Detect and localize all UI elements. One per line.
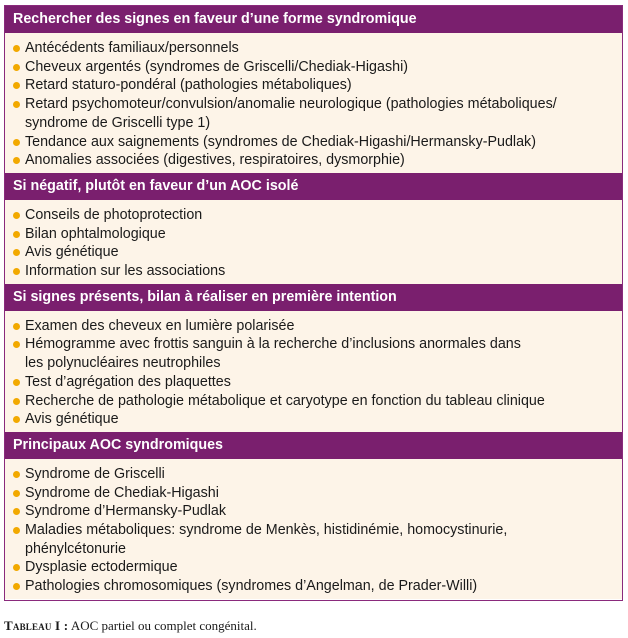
list-item-text: Examen des cheveux en lumière polarisée — [25, 317, 295, 334]
section-body — [5, 459, 622, 599]
list-item-text: Retard psychomoteur/convulsion/anomalie neurologique (pathologies métaboliques/ — [25, 96, 557, 113]
list-item-text: Bilan ophtalmologique — [25, 225, 166, 242]
section-negative — [5, 173, 622, 284]
list-item-text: Hémogramme avec frottis sanguin à la recherche d’inclusions anormales dans — [25, 336, 521, 353]
section-header: Si signes présents, bilan à réaliser en première intention — [5, 284, 622, 311]
list-item — [5, 133, 622, 152]
list-item — [5, 335, 622, 372]
bullet-icon — [13, 398, 20, 405]
list-item — [5, 225, 622, 244]
list-item — [5, 410, 622, 429]
list-item — [5, 521, 622, 558]
section-body — [5, 33, 622, 173]
section-workup — [5, 284, 622, 432]
bullet-icon — [13, 508, 20, 515]
list-item-text: Pathologies chromosomiques (syndromes d’Angelman, de Prader-Willi) — [25, 578, 478, 595]
bullet-icon — [13, 268, 20, 275]
bullet-icon — [13, 341, 20, 348]
list-item-text-continued: syndrome de Griscelli type 1) — [25, 114, 211, 131]
list-item — [5, 484, 622, 503]
list-item-text: Conseils de photoprotection — [25, 206, 203, 223]
bullet-icon — [13, 45, 20, 52]
bullet-icon — [13, 323, 20, 330]
list-item — [5, 262, 622, 281]
list-item-text: Retard staturo-pondéral (pathologies métaboliques) — [25, 77, 352, 94]
bullet-icon — [13, 231, 20, 238]
list-item-text: Syndrome de Chediak-Higashi — [25, 484, 219, 501]
section-body — [5, 200, 622, 284]
bullet-icon — [13, 583, 20, 590]
list-item-text: Maladies métaboliques: syndrome de Menkès, histidinémie, homocystinurie, — [25, 522, 508, 539]
section-syndromes — [5, 432, 622, 599]
list-item-text: Antécédents familiaux/personnels — [25, 40, 239, 56]
list-item — [5, 373, 622, 392]
section-header: Principaux AOC syndromiques — [5, 432, 622, 459]
list-item — [5, 558, 622, 577]
list-item-text: Syndrome de Griscelli — [25, 465, 165, 482]
bullet-icon — [13, 64, 20, 71]
bullet-icon — [13, 212, 20, 219]
bullet-icon — [13, 139, 20, 146]
section-header: Rechercher des signes en faveur d’une forme syndromique — [5, 6, 622, 33]
list-item — [5, 392, 622, 411]
caption-label: Tableau I : — [4, 618, 69, 633]
list-item — [5, 58, 622, 77]
section-signs — [5, 6, 622, 173]
list-item-text: Tendance aux saignements (syndromes de Chediak-Higashi/Hermansky-Pudlak) — [25, 133, 536, 150]
list-item-text: Information sur les associations — [25, 263, 226, 280]
syndromic-aoc-table — [4, 5, 623, 601]
bullet-icon — [13, 82, 20, 89]
bullet-icon — [13, 249, 20, 256]
bullet-icon — [13, 416, 20, 423]
list-item-text: Avis génétique — [25, 411, 119, 428]
bullet-icon — [13, 101, 20, 108]
list-item-text-continued: les polynucléaires neutrophiles — [25, 355, 221, 372]
list-item-text: Test d’agrégation des plaquettes — [25, 373, 231, 390]
bullet-icon — [13, 157, 20, 164]
list-item-text: Syndrome d’Hermansky-Pudlak — [25, 503, 227, 520]
list-item-text: Anomalies associées (digestives, respiratoires, dysmorphie) — [25, 152, 405, 169]
list-item — [5, 206, 622, 225]
list-item-text-continued: phénylcétonurie — [25, 540, 126, 557]
list-item-text: Recherche de pathologie métabolique et caryotype en fonction du tableau clinique — [25, 392, 545, 409]
section-header: Si négatif, plutôt en faveur d’un AOC isolé — [5, 173, 622, 200]
list-item — [5, 243, 622, 262]
bullet-icon — [13, 379, 20, 386]
section-body — [5, 311, 622, 432]
list-item-text: Dysplasie ectodermique — [25, 559, 178, 576]
list-item-text: Cheveux argentés (syndromes de Griscelli/Chediak-Higashi) — [25, 58, 409, 75]
bullet-icon — [13, 490, 20, 497]
list-item — [5, 151, 622, 170]
list-item — [5, 502, 622, 521]
list-item — [5, 465, 622, 484]
list-item — [5, 317, 622, 336]
list-item — [5, 577, 622, 596]
bullet-icon — [13, 471, 20, 478]
list-item — [5, 76, 622, 95]
caption-text: AOC partiel ou complet congénital. — [68, 618, 257, 633]
list-item — [5, 95, 622, 132]
list-item-text: Avis génétique — [25, 244, 119, 261]
bullet-icon — [13, 564, 20, 571]
bullet-icon — [13, 527, 20, 534]
table-caption — [4, 618, 257, 634]
list-item — [5, 39, 622, 58]
